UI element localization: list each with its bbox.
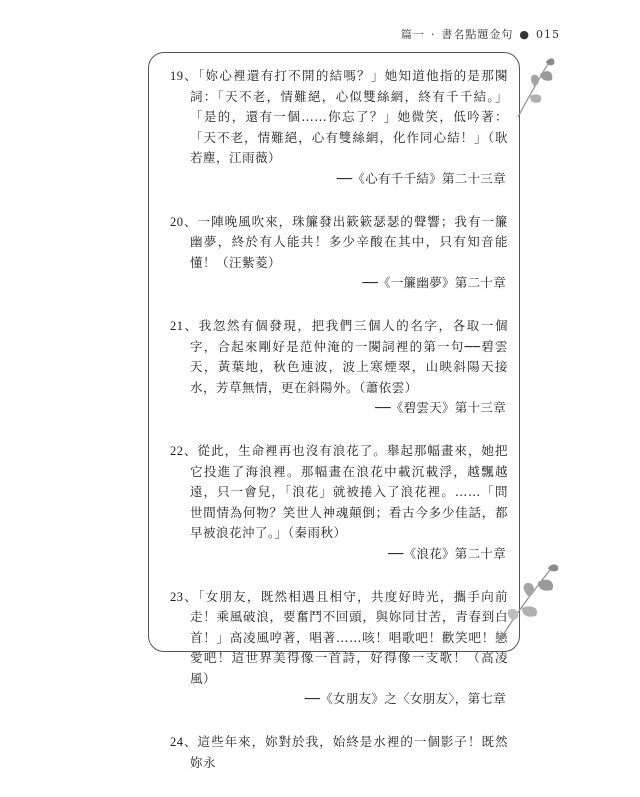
quote-text: [170, 66, 508, 169]
quote-body: 一陣晚風吹來，珠簾發出簌簌瑟瑟的聲響；我有一簾幽夢，終於有人能共！多少辛酸在其中，只有知音能懂！（汪紫菱）: [190, 213, 508, 270]
quote-number: 23、: [170, 589, 199, 604]
quote-entry-20: [170, 212, 508, 293]
quote-body: 「妳心裡還有打不開的結嗎？」她知道他指的是那闋詞：「天不老，情難絕，心似雙絲網，終有千千結。」「是的，還有一個……你忘了？」她微笑，低吟著：「天不老，情難絕，心有雙絲網，化作同心結！」（耿若塵，江雨薇）: [190, 68, 508, 165]
header-title: 書名點題金句: [441, 28, 514, 41]
page-number: 015: [536, 28, 560, 41]
quote-entry-21: [170, 316, 508, 417]
quote-number: 24、: [170, 735, 198, 749]
quote-source: ──《一簾幽夢》第二十章: [362, 275, 506, 290]
quote-text: [170, 212, 508, 274]
quote-text: [170, 732, 508, 773]
quote-entry-22: [170, 441, 508, 563]
quote-source: ──《浪花》第二十章: [387, 545, 506, 561]
leaf-sprig-top-icon: [508, 52, 558, 122]
quote-source: ──《女朋友》之〈女朋友〉，第七章: [304, 691, 506, 706]
header-section: 篇一: [400, 28, 425, 41]
quote-number: 22、: [170, 444, 198, 458]
quote-body: 從此，生命裡再也沒有浪花了。舉起那幅畫來，她把它投進了海浪裡。那幅畫在浪花中載沉載浮，越飄越遠，只一會兒，「浪花」就被捲入了浪花裡。……「問世間情為何物？笑世人神魂顛倒；看古今多少佳話，都早被浪花沖了。」（秦雨秋）: [190, 443, 508, 540]
header-bullet: ●: [519, 28, 530, 41]
leaf-sprig-bottom-icon: [492, 560, 562, 640]
quote-number: 21、: [170, 319, 199, 333]
header-separator: ·: [430, 28, 436, 41]
quote-entry-24: [170, 732, 508, 773]
quote-text: [170, 316, 508, 398]
quote-number: 19、: [170, 69, 199, 83]
quote-entry-23: [170, 587, 508, 709]
quote-entry-19: [170, 66, 508, 188]
quote-list: [170, 66, 508, 797]
quote-text: [170, 441, 508, 544]
quote-source: ──《心有千千結》第二十三章: [336, 170, 506, 186]
quote-source: ──《碧雲天》第十三章: [375, 400, 506, 415]
quote-text: [170, 587, 508, 690]
quote-body: 「女朋友，既然相遇且相守，共度好時光，攜手向前走！乘風破浪，要奮鬥不回頭，與妳同甘苦，青春到白首！」高凌風哼著，唱著……咳！唱歌吧！歡笑吧！戀愛吧！這世界美得像一首詩，好得像一支歌！（高凌風）: [190, 588, 508, 686]
quote-number: 20、: [170, 214, 198, 229]
quote-body: 這些年來，妳對於我，始終是水裡的一個影子！既然妳永: [190, 734, 508, 770]
running-header: [0, 26, 560, 42]
quote-body: 我忽然有個發現，把我們三個人的名字，各取一個字，合起來剛好是范仲淹的一闋詞裡的第一句──碧雲天，黃葉地，秋色連波，波上寒煙翠，山映斜陽天接水，芳草無情，更在斜陽外。（蕭依雲）: [190, 318, 508, 395]
